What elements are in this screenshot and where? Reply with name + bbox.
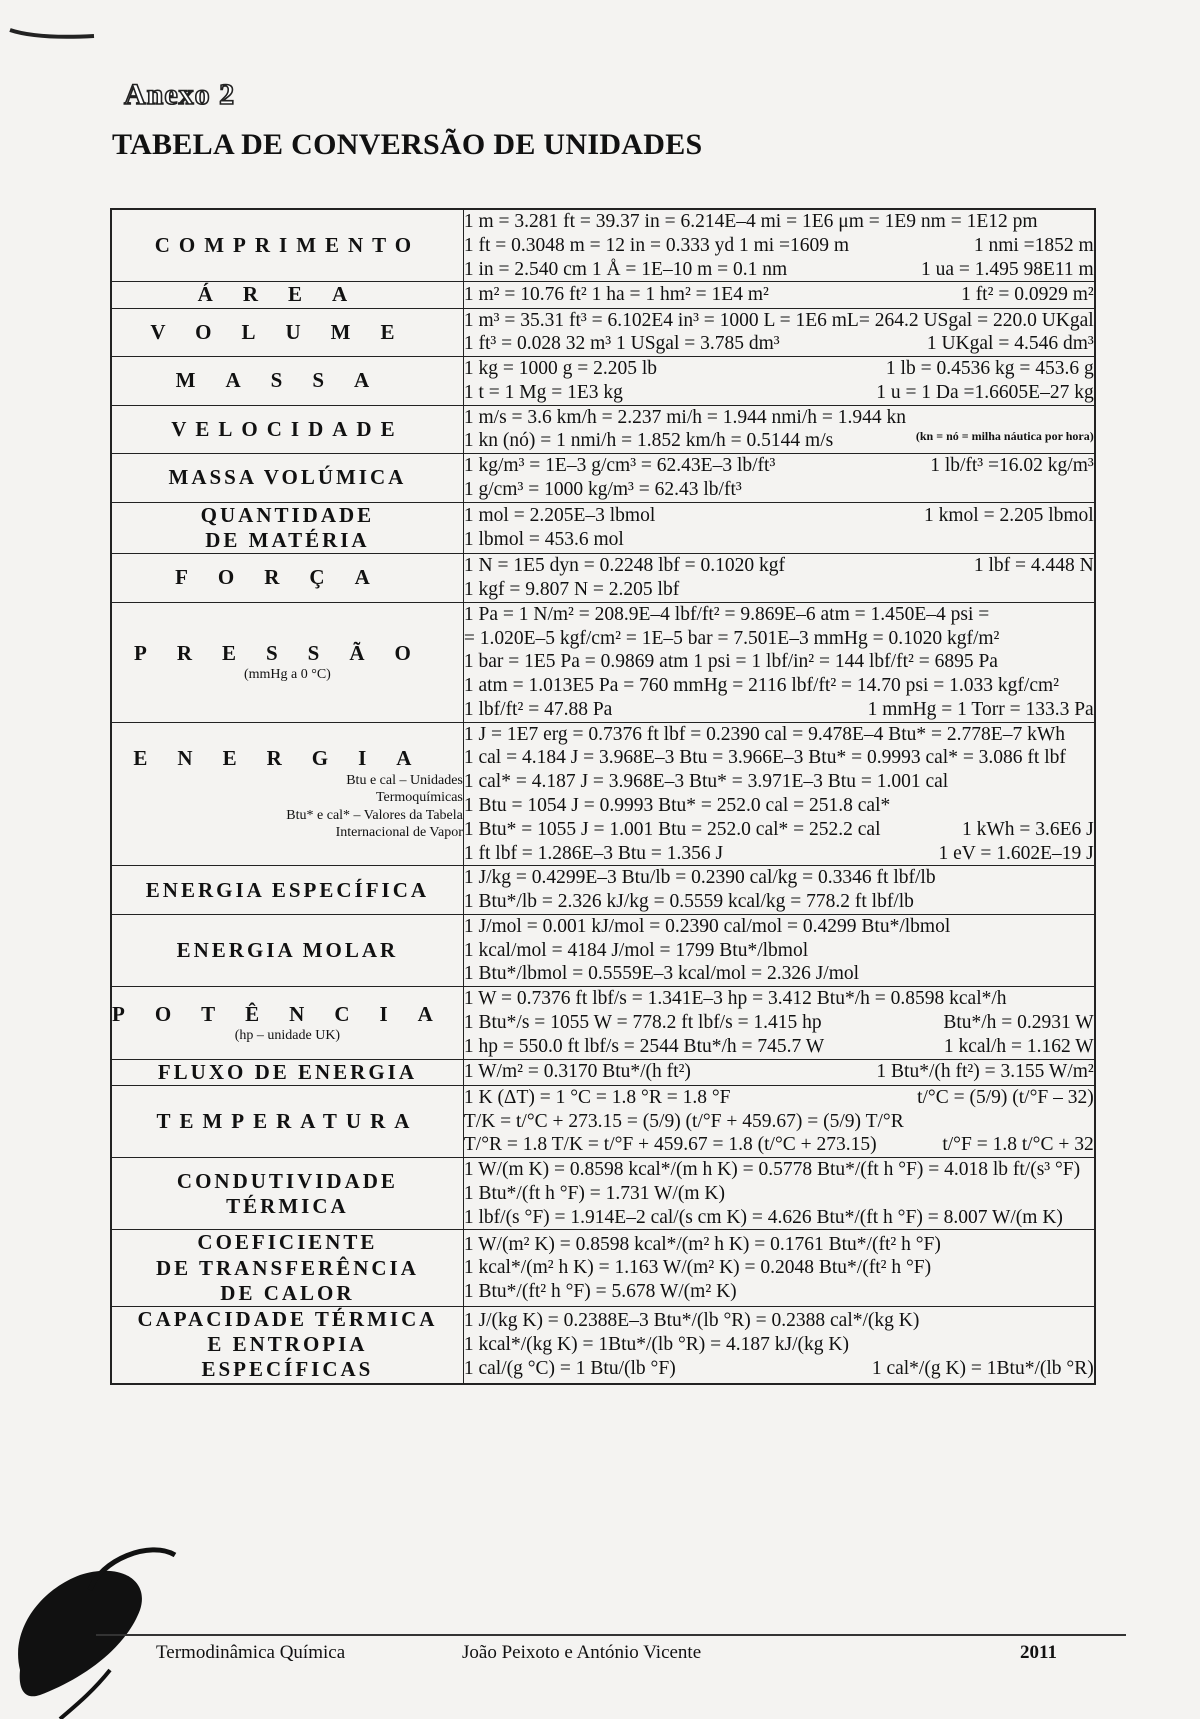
conversion-values-cell — [463, 987, 1094, 1059]
table-row — [111, 1059, 1095, 1085]
table-row — [111, 1158, 1095, 1230]
conversion-line — [464, 962, 1094, 986]
category-label: DE MATÉRIA — [205, 527, 370, 552]
category-note: Internacional de Vapor — [335, 825, 463, 841]
category-note: Btu* e cal* – Valores da Tabela — [286, 807, 463, 823]
conversion-text-right: 1 kcal/h = 1.162 W — [943, 1035, 1094, 1057]
category-label: VOLUME — [150, 319, 425, 344]
category-label: FORÇA — [175, 565, 400, 590]
conversion-line — [464, 650, 1094, 674]
conversion-line — [464, 332, 1094, 356]
category-label: ENERGIA — [133, 746, 442, 771]
conversion-text-right: 1 mmHg = 1 Torr = 133.3 Pa — [867, 698, 1094, 720]
table-row — [111, 1085, 1095, 1157]
conversion-text-right: t/°F = 1.8 t/°C + 32 — [942, 1134, 1094, 1156]
conversion-values-cell — [463, 1307, 1094, 1384]
conversion-text-right: 1 eV = 1.602E–19 J — [938, 842, 1094, 864]
category-label: MASSA — [175, 368, 400, 393]
conversion-line — [464, 234, 1094, 258]
conversion-text: = 1.020E–5 kgf/cm² = 1E–5 bar = 7.501E–3 mmHg = 0.1020 kgf/m² — [463, 627, 1000, 649]
category-note: (mmHg a 0 °C) — [243, 667, 331, 683]
conversion-text: 1 kcal/mol = 4184 J/mol = 1799 Btu*/lbmol — [463, 939, 809, 961]
conversion-line — [464, 723, 1094, 747]
category-label: ÁREA — [197, 282, 378, 307]
conversion-line — [464, 406, 1094, 430]
conversion-line — [464, 746, 1094, 770]
conversion-line — [464, 357, 1094, 381]
category-cell — [111, 987, 463, 1059]
conversion-text: 1 bar = 1E5 Pa = 0.9869 atm 1 psi = 1 lbf/in² = 144 lbf/ft² = 6895 Pa — [463, 651, 998, 673]
table-row — [111, 454, 1095, 503]
conversion-text: 1 J/mol = 0.001 kJ/mol = 0.2390 cal/mol = 0.4299 Btu*/lbmol — [463, 915, 951, 937]
conversion-line — [464, 504, 1094, 528]
conversion-text: 1 W/(m K) = 0.8598 kcal*/(m h K) = 0.5778 Btu*/(ft h °F) = 4.018 lb ft/(s³ °F) — [463, 1159, 1081, 1181]
conversion-line — [464, 1357, 1094, 1381]
category-cell — [111, 1230, 463, 1307]
conversion-text: 1 Btu = 1054 J = 0.9993 Btu* = 252.0 cal = 251.8 cal* — [463, 794, 891, 816]
conversion-text: 1 m² = 10.76 ft² 1 ha = 1 hm² = 1E4 m² — [463, 284, 769, 306]
conversion-line — [464, 1060, 1094, 1084]
conversion-values-cell — [463, 914, 1094, 986]
conversion-line — [464, 283, 1094, 307]
category-label: POTÊNCIA — [112, 1001, 463, 1026]
conversion-text: 1 cal/(g °C) = 1 Btu/(lb °F) — [463, 1357, 676, 1379]
footer-book-title: Termodinâmica Química — [156, 1642, 346, 1663]
conversion-line — [464, 794, 1094, 818]
conversion-values-cell — [463, 502, 1094, 553]
category-label: ESPECÍFICAS — [201, 1357, 374, 1382]
conversion-values-cell — [463, 357, 1094, 406]
conversion-text: T/°R = 1.8 T/K = t/°F + 459.67 = 1.8 (t/°C + 273.15) — [463, 1134, 877, 1156]
conversion-text-right: 1 ua = 1.495 98E11 m — [920, 258, 1094, 280]
conversion-text-right: 1 nmi =1852 m — [973, 234, 1094, 256]
category-label: QUANTIDADE — [200, 502, 375, 527]
conversion-line — [464, 1133, 1094, 1157]
conversion-text: 1 m = 3.281 ft = 39.37 in = 6.214E–4 mi = 1E6 μm = 1E9 nm = 1E12 pm — [463, 211, 1038, 232]
conversion-text-right: 1 lb = 0.4536 kg = 453.6 g — [885, 358, 1094, 380]
conversion-text: 1 ft lbf = 1.286E–3 Btu = 1.356 J — [463, 842, 724, 864]
conversion-values-cell — [463, 722, 1094, 866]
conversion-text-right: 1 kWh = 3.6E6 J — [961, 818, 1094, 840]
table-row — [111, 405, 1095, 454]
conversion-text: 1 kg = 1000 g = 2.205 lb — [463, 358, 658, 380]
conversion-text: 1 Btu* = 1055 J = 1.001 Btu = 252.0 cal* = 252.2 cal — [463, 818, 881, 840]
category-label: FLUXO DE ENERGIA — [157, 1059, 418, 1084]
category-cell — [111, 405, 463, 454]
table-row — [111, 357, 1095, 406]
table-row — [111, 866, 1095, 915]
conversion-text: 1 in = 2.540 cm 1 Å = 1E–10 m = 0.1 nm — [463, 258, 788, 280]
conversion-values-cell — [463, 282, 1094, 308]
conversion-text: 1 kg/m³ = 1E–3 g/cm³ = 62.43E–3 lb/ft³ — [463, 455, 776, 477]
conversion-line — [464, 478, 1094, 502]
conversion-text: 1 lbf/ft² = 47.88 Pa — [463, 698, 613, 720]
conversion-text-right: 1 lb/ft³ =16.02 kg/m³ — [930, 455, 1094, 477]
page-title: TABELA DE CONVERSÃO DE UNIDADES — [112, 128, 703, 161]
conversion-line — [464, 674, 1094, 698]
table-row — [111, 1230, 1095, 1307]
conversion-line — [464, 987, 1094, 1011]
conversion-line — [464, 1206, 1094, 1230]
conversion-text: T/K = t/°C + 273.15 = (5/9) (t/°F + 459.67) = (5/9) T/°R — [463, 1110, 904, 1132]
category-cell — [111, 554, 463, 603]
category-label: CAPACIDADE TÉRMICA — [137, 1307, 438, 1331]
conversion-line — [464, 1256, 1094, 1280]
conversion-line — [464, 698, 1094, 722]
conversion-text: 1 cal* = 4.187 J = 3.968E–3 Btu* = 3.971E–3 Btu = 1.001 cal — [463, 771, 949, 793]
conversion-text: 1 kcal*/(m² h K) = 1.163 W/(m² K) = 0.2048 Btu*/(ft² h °F) — [463, 1257, 932, 1279]
conversion-text-right: 1 kmol = 2.205 lbmol — [924, 505, 1094, 527]
conversion-line — [464, 1182, 1094, 1206]
conversion-text: 1 t = 1 Mg = 1E3 kg — [463, 381, 623, 403]
category-note: (hp – unidade UK) — [234, 1027, 341, 1043]
category-cell — [111, 282, 463, 308]
conversion-line — [464, 429, 1094, 453]
conversion-text: 1 mol = 2.205E–3 lbmol — [463, 505, 656, 527]
category-label: TÉRMICA — [226, 1193, 349, 1218]
conversion-values-cell — [463, 866, 1094, 915]
table-row — [111, 1307, 1095, 1384]
table-row — [111, 282, 1095, 308]
conversion-line — [464, 1011, 1094, 1035]
category-cell — [111, 308, 463, 357]
conversion-text-right: 1 UKgal = 4.546 dm³ — [926, 333, 1094, 355]
table-row — [111, 209, 1095, 282]
conversion-line — [464, 915, 1094, 939]
footer-authors: João Peixoto e António Vicente — [462, 1642, 702, 1663]
category-label: COMPRIMENTO — [154, 233, 421, 258]
conversion-line — [464, 842, 1094, 866]
conversion-text: 1 kcal*/(kg K) = 1Btu*/(lb °R) = 4.187 kJ/(kg K) — [463, 1333, 849, 1355]
conversion-values-cell — [463, 308, 1094, 357]
conversion-text: 1 cal = 4.184 J = 3.968E–3 Btu = 3.966E–3 Btu* = 0.9993 cal* = 3.086 ft lbf — [463, 747, 1066, 769]
conversion-values-cell — [463, 1158, 1094, 1230]
conversion-text: 1 lbf/(s °F) = 1.914E–2 cal/(s cm K) = 4.626 Btu*/(ft h °F) = 8.007 W/(m K) — [463, 1206, 1063, 1228]
conversion-text: 1 K (ΔT) = 1 °C = 1.8 °R = 1.8 °F — [463, 1086, 731, 1108]
conversion-text: 1 Btu*/s = 1055 W = 778.2 ft lbf/s = 1.415 hp — [463, 1012, 822, 1033]
conversion-table-body — [111, 209, 1095, 1384]
conversion-line — [464, 1233, 1094, 1257]
conversion-text: 1 m/s = 3.6 km/h = 2.237 mi/h = 1.944 nmi/h = 1.944 kn — [463, 406, 906, 428]
conversion-values-cell — [463, 602, 1094, 722]
category-cell — [111, 866, 463, 915]
conversion-text-right: t/°C = (5/9) (t/°F – 32) — [917, 1086, 1094, 1108]
conversion-text: 1 Btu*/(ft h °F) = 1.731 W/(m K) — [463, 1182, 725, 1204]
conversion-text: 1 W = 0.7376 ft lbf/s = 1.341E–3 hp = 3.412 Btu*/h = 0.8598 kcal*/h — [463, 988, 1007, 1010]
category-label: DE TRANSFERÊNCIA — [155, 1255, 419, 1280]
category-cell — [111, 722, 463, 866]
table-row — [111, 502, 1095, 553]
conversion-line — [464, 554, 1094, 578]
conversion-values-cell — [463, 405, 1094, 454]
conversion-text: 1 Btu*/lbmol = 0.5559E–3 kcal/mol = 2.326 J/mol — [463, 963, 860, 985]
conversion-line — [464, 1309, 1094, 1333]
category-cell — [111, 357, 463, 406]
conversion-text: 1 J/kg = 0.4299E–3 Btu/lb = 0.2390 cal/kg = 0.3346 ft lbf/lb — [463, 867, 936, 889]
conversion-text-right: 1 cal*/(g K) = 1Btu*/(lb °R) — [871, 1357, 1094, 1379]
conversion-text: 1 g/cm³ = 1000 kg/m³ = 62.43 lb/ft³ — [463, 479, 742, 500]
conversion-text-right: Btu*/h = 0.2931 W — [943, 1012, 1094, 1033]
footer-year: 2011 — [1020, 1642, 1057, 1663]
conversion-line — [464, 866, 1094, 890]
category-cell — [111, 1158, 463, 1230]
conversion-text: 1 W/m² = 0.3170 Btu*/(h ft²) — [463, 1061, 691, 1083]
table-row — [111, 722, 1095, 866]
category-label: ENERGIA ESPECÍFICA — [145, 877, 430, 902]
category-label: PRESSÃO — [134, 640, 441, 665]
ink-blot-decoration — [0, 1520, 240, 1719]
pen-mark-decoration — [8, 26, 96, 44]
conversion-line — [464, 818, 1094, 842]
conversion-text: 1 ft³ = 0.028 32 m³ 1 USgal = 3.785 dm³ — [463, 333, 780, 355]
conversion-line — [464, 603, 1094, 627]
conversion-values-cell — [463, 1230, 1094, 1307]
category-label: MASSA VOLÚMICA — [168, 465, 407, 490]
conversion-line — [464, 890, 1094, 914]
conversion-line — [464, 309, 1094, 333]
conversion-text: 1 W/(m² K) = 0.8598 kcal*/(m² h K) = 0.1761 Btu*/(ft² h °F) — [463, 1233, 941, 1255]
conversion-line — [464, 1035, 1094, 1059]
conversion-line — [464, 1158, 1094, 1182]
conversion-text: 1 kn (nó) = 1 nmi/h = 1.852 km/h = 0.5144 m/s — [463, 430, 834, 452]
conversion-text: 1 Btu*/(ft² h °F) = 5.678 W/(m² K) — [463, 1281, 737, 1303]
conversion-line — [464, 770, 1094, 794]
conversion-line — [464, 1333, 1094, 1357]
conversion-text: 1 atm = 1.013E5 Pa = 760 mmHg = 2116 lbf/ft² = 14.70 psi = 1.033 kgf/cm² — [463, 675, 1059, 697]
conversion-values-cell — [463, 454, 1094, 503]
conversion-values-cell — [463, 554, 1094, 603]
category-cell — [111, 914, 463, 986]
category-note: Termoquímicas — [375, 790, 463, 806]
conversion-values-cell — [463, 1085, 1094, 1157]
conversion-text: 1 Btu*/lb = 2.326 kJ/kg = 0.5559 kcal/kg = 778.2 ft lbf/lb — [463, 891, 914, 913]
conversion-text: 1 kgf = 9.807 N = 2.205 lbf — [463, 578, 680, 600]
category-label: VELOCIDADE — [171, 416, 404, 441]
conversion-text-right: 1 lbf = 4.448 N — [973, 555, 1094, 577]
category-cell — [111, 1059, 463, 1085]
conversion-text-right: (kn = nó = milha náutica por hora) — [915, 429, 1094, 444]
category-label: E ENTROPIA — [207, 1332, 368, 1357]
conversion-text: 1 N = 1E5 dyn = 0.2248 lbf = 0.1020 kgf — [463, 555, 785, 577]
category-label: COEFICIENTE — [197, 1230, 378, 1255]
conversion-values-cell — [463, 1059, 1094, 1085]
category-note: Btu e cal – Unidades — [346, 772, 463, 788]
conversion-line — [464, 578, 1094, 602]
category-label: TEMPERATURA — [156, 1108, 419, 1133]
table-row — [111, 602, 1095, 722]
table-row — [111, 914, 1095, 986]
conversion-line — [464, 454, 1094, 478]
conversion-text: 1 lbmol = 453.6 mol — [463, 528, 624, 550]
conversion-values-cell — [463, 209, 1094, 282]
conversion-text-right: 1 Btu*/(h ft²) = 3.155 W/m² — [876, 1061, 1094, 1083]
conversion-line — [464, 1110, 1094, 1134]
category-cell — [111, 209, 463, 282]
table-row — [111, 554, 1095, 603]
conversion-text-right: 1 u = 1 Da =1.6605E–27 kg — [876, 381, 1094, 403]
table-row — [111, 987, 1095, 1059]
conversion-line — [464, 1280, 1094, 1304]
conversion-line — [464, 939, 1094, 963]
conversion-line — [464, 627, 1094, 651]
conversion-line — [464, 528, 1094, 552]
conversion-line — [464, 210, 1094, 234]
category-cell — [111, 502, 463, 553]
conversion-text: 1 Pa = 1 N/m² = 208.9E–4 lbf/ft² = 9.869E–6 atm = 1.450E–4 psi = — [463, 603, 990, 625]
category-label: ENERGIA MOLAR — [176, 937, 399, 962]
conversion-line — [464, 1086, 1094, 1110]
footer-rule — [96, 1634, 1126, 1636]
conversion-text: 1 J = 1E7 erg = 0.7376 ft lbf = 0.2390 cal = 9.478E–4 Btu* = 2.778E–7 kWh — [463, 723, 1065, 745]
conversion-table — [110, 208, 1096, 1385]
conversion-text: 1 ft = 0.3048 m = 12 in = 0.333 yd 1 mi =1609 m — [463, 234, 850, 256]
conversion-text: 1 m³ = 35.31 ft³ = 6.102E4 in³ = 1000 L = 1E6 mL= 264.2 USgal = 220.0 UKgal — [463, 309, 1094, 331]
category-label: DE CALOR — [220, 1280, 355, 1305]
category-cell — [111, 454, 463, 503]
annex-heading: Anexo 2 — [124, 78, 236, 111]
conversion-line — [464, 381, 1094, 405]
category-label: CONDUTIVIDADE — [176, 1168, 398, 1193]
category-cell — [111, 1085, 463, 1157]
conversion-line — [464, 258, 1094, 282]
table-row — [111, 308, 1095, 357]
conversion-text: 1 J/(kg K) = 0.2388E–3 Btu*/(lb °R) = 0.2388 cal*/(kg K) — [463, 1310, 920, 1332]
category-cell — [111, 1307, 463, 1384]
conversion-text-right: 1 ft² = 0.0929 m² — [961, 284, 1094, 306]
category-cell — [111, 602, 463, 722]
conversion-text: 1 hp = 550.0 ft lbf/s = 2544 Btu*/h = 745.7 W — [463, 1035, 825, 1057]
